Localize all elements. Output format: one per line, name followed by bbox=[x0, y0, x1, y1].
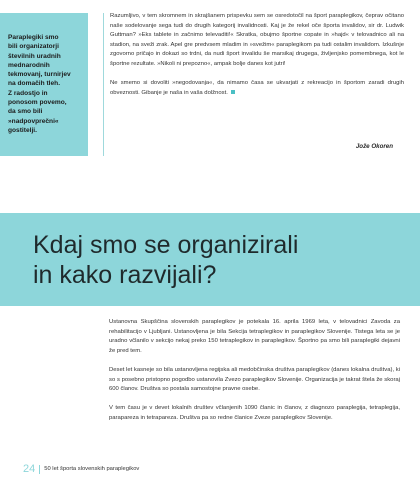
footer-divider bbox=[39, 465, 40, 474]
sidebar-quote: Paraplegiki smo bili organizatorji številnih uradnih mednarodnih tekmovanj, turnirjev na domačih tleh. Z radostjo in ponosom povemo, da smo bili »nadpovprečni« gostitelji. bbox=[0, 13, 88, 156]
intro-text bbox=[110, 12, 404, 108]
publication-title: 50 let športa slovenskih paraplegikov bbox=[44, 466, 140, 472]
body-paragraph: Deset let kasneje so bila ustanovljena regijska ali medobčinska društva paraplegikov (danes lokalna društva), ki so s posebno pristopno pogodbo ustanovila Zvezo paraplegikov Slovenije. Organizacija je takrat štela že skoraj 600 članov. Društva so postala samostojne pravne osebe. bbox=[109, 366, 400, 393]
column-divider bbox=[103, 13, 104, 156]
intro-paragraph-text: Ne smemo si dovoliti »negodovanja«, da nimamo časa se ukvarjati z rekreacijo in športom zaradi drugih obveznosti. Gibanje je naša in vaša dolžnost. bbox=[110, 80, 404, 96]
article-body bbox=[109, 318, 400, 433]
body-paragraph: Ustanovna Skupščina slovenskih paraplegikov je potekala 16. aprila 1969 leta, v telovadnici Zavoda za rehabilitacijo v Ljubljani. Ustanovljena je bila Sekcija tetraplegikov in paraplegikov Slovenije. Tistega leta se je uradno včlanilo v sekcijo nekaj preko 150 tetraplegikov in paraplegikov. Športno pa smo bili paraplegiki dejavni že pred tem. bbox=[109, 319, 400, 354]
page-footer bbox=[23, 462, 139, 476]
page-number: 24 bbox=[23, 463, 36, 475]
section-title: Kdaj smo se organizirali in kako razvijali? bbox=[33, 231, 299, 289]
author-signature: Jože Okoren bbox=[355, 143, 393, 150]
intro-paragraph-closing bbox=[110, 79, 404, 98]
intro-paragraph: Razumljivo, v tem skromnem in skrajšanem prispevku sem se osredotočil na šport paraplegikov, čeprav očitano naše sodelovanje sega tudi do drugih kategorij invalidnosti. Kaj je že rekel oče športa invalidov, sir dr. Ludwik Guttman? »Eks tablete in začnimo televaditi!« Skratka, obujmo športne copate in »hajd« v telovadnico ali na stadion, na sveži zrak. Apel gre predvsem mladim in »svežim« paraplegikom pa tudi ostalim invalidom. Izkušnje zgovorno pričajo in dokazi so trdni, da nudi šport invalidu še marsikaj drugega, življenjsko pomembnega, kot le športne rezultate. »Nikoli ni prepozno«, ampak bolje danes kot jutri! bbox=[110, 13, 404, 67]
end-mark-icon bbox=[231, 90, 235, 94]
body-paragraph: V tem času je v devet lokalnih društev včlanjenih 1090 članic in članov, z diagnozo paraplegija, tetraplegija, parapareza in tetrapareza. Društva pa so redne članice Zveze paraplegikov Slovenije. bbox=[109, 405, 400, 421]
